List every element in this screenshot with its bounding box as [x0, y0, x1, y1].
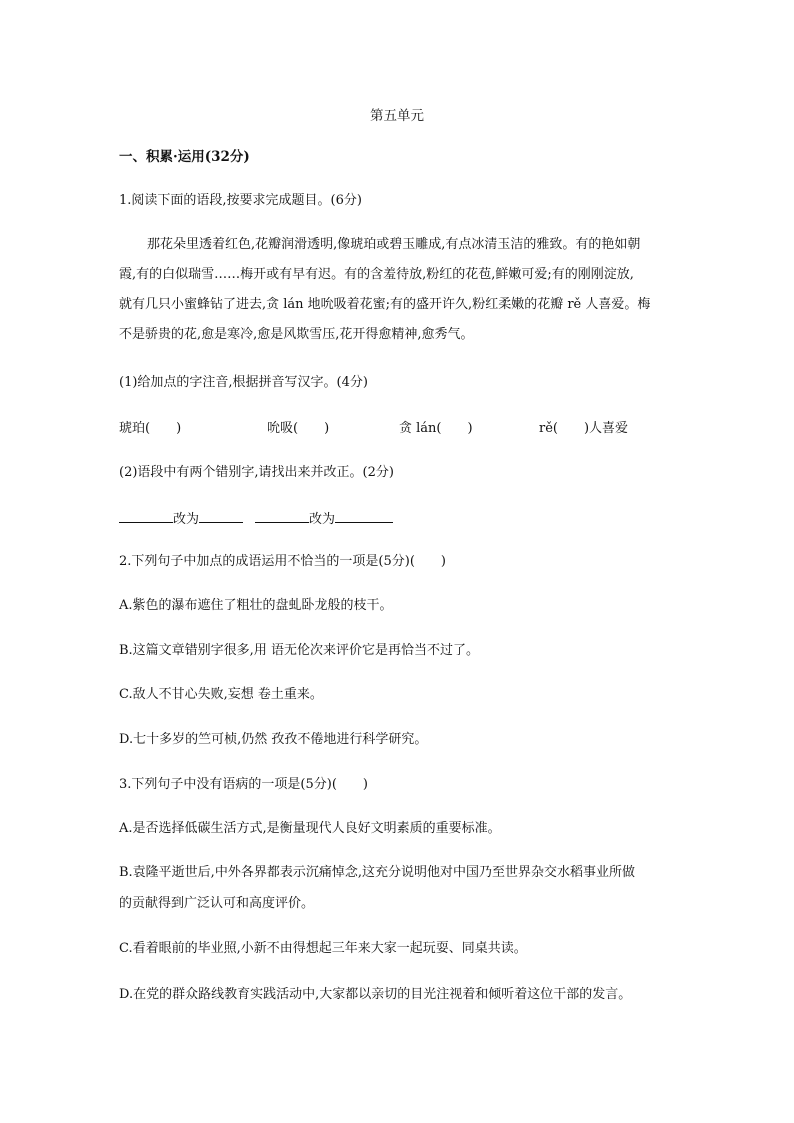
unit-title: 第五单元 [370, 108, 424, 124]
correction-label: 改为 [309, 512, 336, 527]
passage-line: 那花朵里透着红色,花瓣润滑透明,像琥珀或碧玉雕成,有点冰清玉洁的雅致。有的艳如朝 [147, 237, 641, 252]
question-3-option: B.袁隆平逝世后,中外各界都表示沉痛悼念,这充分说明他对中国乃至世界杂交水稻事业所做 [119, 865, 635, 880]
passage-line: 霞,有的白似瑞雪……梅开或有早有迟。有的含羞待放,粉红的花苞,鲜嫩可爱;有的刚刚淀放, [119, 267, 634, 282]
pinyin-item: 琥珀( ) [119, 421, 182, 436]
question-2-option: A.紫色的瀑布遮住了粗壮的盘虬卧龙般的枝干。 [119, 598, 393, 613]
question-3-option: C.看着眼前的毕业照,小新不由得想起三年来大家一起玩耍、同桌共读。 [119, 941, 527, 956]
correction-label: 改为 [173, 512, 200, 527]
correction-answer-row [119, 508, 393, 529]
question-2-option: D.七十多岁的竺可桢,仍然 孜孜不倦地进行科学研究。 [119, 732, 428, 747]
pinyin-item: 贪 lán( ) [399, 421, 473, 436]
section-heading: 一、积累·运用(32分) [119, 149, 250, 165]
question-3-option: D.在党的群众路线教育实践活动中,大家都以亲切的目光注视着和倾听着这位干部的发言。 [119, 987, 632, 1002]
answer-blank[interactable] [119, 508, 173, 523]
answer-blank[interactable] [255, 508, 309, 523]
question-1-sub-1: (1)给加点的字注音,根据拼音写汉字。(4分) [119, 375, 368, 390]
question-1-stem: 1.阅读下面的语段,按要求完成题目。(6分) [119, 193, 362, 208]
question-3-option-continued: 的贡献得到广泛认可和高度评价。 [119, 896, 315, 911]
answer-blank[interactable] [335, 508, 393, 523]
answer-blank[interactable] [199, 508, 243, 523]
question-2-option: C.敌人不甘心失败,妄想 卷土重来。 [119, 687, 323, 702]
pinyin-item: 吮吸( ) [267, 421, 330, 436]
pinyin-item: rě( )人喜爱 [539, 421, 629, 436]
passage-line: 不是骄贵的花,愈是寒冷,愈是风欺雪压,花开得愈精神,愈秀气。 [119, 327, 474, 342]
question-1-sub-2: (2)语段中有两个错别字,请找出来并改正。(2分) [119, 465, 394, 480]
question-2-stem: 2.下列句子中加点的成语运用不恰当的一项是(5分)( ) [119, 554, 446, 569]
question-2-option: B.这篇文章错别字很多,用 语无伦次来评价它是再恰当不过了。 [119, 643, 479, 658]
passage-line: 就有几只小蜜蜂钻了进去,贪 lán 地吮吸着花蜜;有的盛开许久,粉红柔嫩的花瓣 rě 人喜爱。梅 [119, 297, 651, 312]
question-3-stem: 3.下列句子中没有语病的一项是(5分)( ) [119, 777, 368, 792]
question-3-option: A.是否选择低碳生活方式,是衡量现代人良好文明素质的重要标准。 [119, 821, 501, 836]
